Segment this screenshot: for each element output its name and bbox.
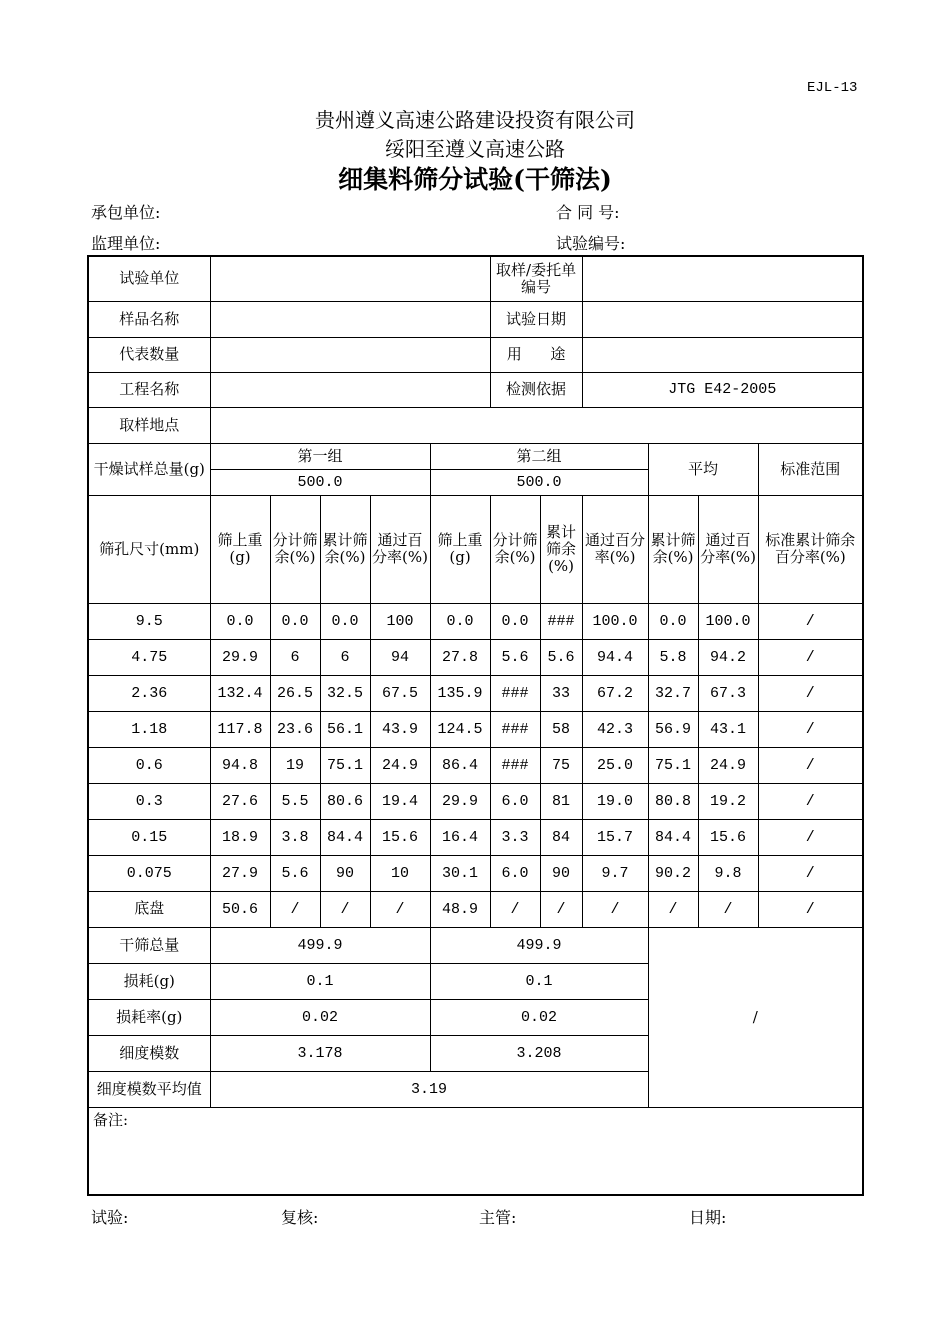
dry-sieve-total-g2: 499.9 bbox=[430, 927, 648, 963]
g1-passing-header: 通过百分率(%) bbox=[370, 495, 430, 603]
g2-cumulative-cell: 33 bbox=[540, 675, 582, 711]
table-row bbox=[88, 747, 863, 783]
g2-partial-cell: ### bbox=[490, 675, 540, 711]
location-value[interactable] bbox=[210, 407, 863, 443]
g2-retained-cell: 135.9 bbox=[430, 675, 490, 711]
avg-cumulative-cell: 0.0 bbox=[648, 603, 698, 639]
g2-cumulative-cell: 90 bbox=[540, 855, 582, 891]
loss-rate-g2: 0.02 bbox=[430, 999, 648, 1035]
g1-retained-cell: 27.9 bbox=[210, 855, 270, 891]
signature-supervisor: 主管: bbox=[479, 1208, 517, 1227]
g2-passing-cell: 19.0 bbox=[582, 783, 648, 819]
project-name: 绥阳至遵义高速公路 bbox=[385, 137, 565, 161]
fineness-g1: 3.178 bbox=[210, 1035, 430, 1071]
table-row bbox=[88, 891, 863, 927]
g1-passing-cell: 24.9 bbox=[370, 747, 430, 783]
g1-passing-cell: 94 bbox=[370, 639, 430, 675]
g2-passing-cell: 42.3 bbox=[582, 711, 648, 747]
g1-cumulative-cell: 84.4 bbox=[320, 819, 370, 855]
g2-cumulative-cell: 75 bbox=[540, 747, 582, 783]
g2-passing-cell: 25.0 bbox=[582, 747, 648, 783]
table-row bbox=[88, 855, 863, 891]
avg-cumulative-cell: 32.7 bbox=[648, 675, 698, 711]
std-cumulative-cell: / bbox=[758, 891, 863, 927]
form-code: EJL-13 bbox=[807, 80, 858, 96]
avg-passing-cell: 100.0 bbox=[698, 603, 758, 639]
g1-cumulative-cell: 32.5 bbox=[320, 675, 370, 711]
table-row bbox=[88, 819, 863, 855]
g2-cumulative-cell: 81 bbox=[540, 783, 582, 819]
avg-passing-cell: 9.8 bbox=[698, 855, 758, 891]
signature-test: 试验: bbox=[91, 1208, 129, 1227]
g1-partial-cell: 3.8 bbox=[270, 819, 320, 855]
g2-passing-cell: 67.2 bbox=[582, 675, 648, 711]
table-row bbox=[88, 675, 863, 711]
g2-partial-cell: 0.0 bbox=[490, 603, 540, 639]
table-row bbox=[88, 639, 863, 675]
group1-total: 500.0 bbox=[210, 469, 430, 495]
avg-cumulative-cell: 80.8 bbox=[648, 783, 698, 819]
loss-g2: 0.1 bbox=[430, 963, 648, 999]
g1-retained-cell: 132.4 bbox=[210, 675, 270, 711]
standard-range-label: 标准范围 bbox=[758, 443, 863, 495]
signature-review: 复核: bbox=[281, 1208, 319, 1227]
g2-passing-cell: 9.7 bbox=[582, 855, 648, 891]
quantity-value[interactable] bbox=[210, 337, 490, 372]
avg-cumulative-cell: / bbox=[648, 891, 698, 927]
g1-retained-cell: 50.6 bbox=[210, 891, 270, 927]
g1-partial-cell: 19 bbox=[270, 747, 320, 783]
test-unit-label: 试验单位 bbox=[88, 256, 210, 301]
g1-partial-cell: 5.6 bbox=[270, 855, 320, 891]
std-cumulative-cell: / bbox=[758, 819, 863, 855]
page-title: 细集料筛分试验(干筛法) bbox=[338, 165, 612, 194]
g1-partial-cell: / bbox=[270, 891, 320, 927]
std-cumulative-header: 标准累计筛余百分率(%) bbox=[758, 495, 863, 603]
g2-cumulative-cell: 84 bbox=[540, 819, 582, 855]
g2-retained-cell: 0.0 bbox=[430, 603, 490, 639]
g1-passing-cell: 100 bbox=[370, 603, 430, 639]
g2-passing-cell: 100.0 bbox=[582, 603, 648, 639]
g2-cumulative-cell: / bbox=[540, 891, 582, 927]
group2-label: 第二组 bbox=[430, 443, 648, 469]
g2-partial-cell: ### bbox=[490, 747, 540, 783]
sieve-size-cell: 4.75 bbox=[88, 639, 210, 675]
usage-label: 用 途 bbox=[490, 337, 582, 372]
avg-cumulative-cell: 5.8 bbox=[648, 639, 698, 675]
dry-sieve-total-label: 干筛总量 bbox=[88, 927, 210, 963]
g2-partial-cell: 3.3 bbox=[490, 819, 540, 855]
g1-partial-header: 分计筛余(%) bbox=[270, 495, 320, 603]
loss-rate-label: 损耗率(g) bbox=[88, 999, 210, 1035]
avg-passing-cell: 67.3 bbox=[698, 675, 758, 711]
g2-partial-header: 分计筛余(%) bbox=[490, 495, 540, 603]
g2-retained-header: 筛上重(g) bbox=[430, 495, 490, 603]
g2-retained-cell: 124.5 bbox=[430, 711, 490, 747]
std-cumulative-cell: / bbox=[758, 711, 863, 747]
dry-total-label: 干燥试样总量(g) bbox=[88, 443, 210, 495]
g1-retained-cell: 117.8 bbox=[210, 711, 270, 747]
fineness-avg: 3.19 bbox=[210, 1071, 648, 1107]
g2-retained-cell: 30.1 bbox=[430, 855, 490, 891]
sieve-size-cell: 0.6 bbox=[88, 747, 210, 783]
std-cumulative-cell: / bbox=[758, 639, 863, 675]
std-cumulative-cell: / bbox=[758, 603, 863, 639]
std-cumulative-cell: / bbox=[758, 783, 863, 819]
std-cumulative-cell: / bbox=[758, 675, 863, 711]
quantity-label: 代表数量 bbox=[88, 337, 210, 372]
g1-passing-cell: 67.5 bbox=[370, 675, 430, 711]
g1-passing-cell: 19.4 bbox=[370, 783, 430, 819]
g1-retained-cell: 29.9 bbox=[210, 639, 270, 675]
g1-cumulative-cell: 56.1 bbox=[320, 711, 370, 747]
test-unit-value[interactable] bbox=[210, 256, 490, 301]
remarks-label: 备注: bbox=[93, 1110, 129, 1129]
avg-passing-cell: 43.1 bbox=[698, 711, 758, 747]
avg-cumulative-cell: 84.4 bbox=[648, 819, 698, 855]
g2-retained-cell: 48.9 bbox=[430, 891, 490, 927]
g1-partial-cell: 26.5 bbox=[270, 675, 320, 711]
group2-total: 500.0 bbox=[430, 469, 648, 495]
table-row bbox=[88, 783, 863, 819]
location-label: 取样地点 bbox=[88, 407, 210, 443]
g1-partial-cell: 5.5 bbox=[270, 783, 320, 819]
basis-label: 检测依据 bbox=[490, 372, 582, 407]
g1-retained-cell: 0.0 bbox=[210, 603, 270, 639]
sample-no-value[interactable] bbox=[582, 256, 863, 301]
g1-passing-cell: / bbox=[370, 891, 430, 927]
sieve-size-cell: 2.36 bbox=[88, 675, 210, 711]
g2-cumulative-cell: 5.6 bbox=[540, 639, 582, 675]
test-date-value[interactable] bbox=[582, 301, 863, 337]
g1-retained-cell: 18.9 bbox=[210, 819, 270, 855]
g1-cumulative-cell: / bbox=[320, 891, 370, 927]
g1-passing-cell: 10 bbox=[370, 855, 430, 891]
g2-partial-cell: / bbox=[490, 891, 540, 927]
sieve-size-cell: 0.3 bbox=[88, 783, 210, 819]
g2-partial-cell: 6.0 bbox=[490, 783, 540, 819]
supervisor-label: 监理单位: bbox=[91, 234, 161, 253]
g1-partial-cell: 6 bbox=[270, 639, 320, 675]
average-label: 平均 bbox=[648, 443, 758, 495]
contractor-label: 承包单位: bbox=[91, 203, 161, 222]
avg-passing-cell: / bbox=[698, 891, 758, 927]
signature-date: 日期: bbox=[689, 1208, 727, 1227]
sieve-size-cell: 0.15 bbox=[88, 819, 210, 855]
contract-no-label: 合 同 号: bbox=[556, 203, 620, 222]
avg-passing-header: 通过百分率(%) bbox=[698, 495, 758, 603]
sample-no-label: 取样/委托单编号 bbox=[490, 256, 582, 301]
table-row bbox=[88, 603, 863, 639]
g1-retained-cell: 27.6 bbox=[210, 783, 270, 819]
g1-retained-cell: 94.8 bbox=[210, 747, 270, 783]
loss-label: 损耗(g) bbox=[88, 963, 210, 999]
sieve-size-cell: 9.5 bbox=[88, 603, 210, 639]
avg-cumulative-cell: 56.9 bbox=[648, 711, 698, 747]
summary-slash: / bbox=[648, 927, 863, 1107]
g1-cumulative-cell: 0.0 bbox=[320, 603, 370, 639]
g1-partial-cell: 0.0 bbox=[270, 603, 320, 639]
avg-cumulative-cell: 90.2 bbox=[648, 855, 698, 891]
table-row bbox=[88, 711, 863, 747]
g1-retained-header: 筛上重(g) bbox=[210, 495, 270, 603]
g1-passing-cell: 15.6 bbox=[370, 819, 430, 855]
loss-g1: 0.1 bbox=[210, 963, 430, 999]
g2-cumulative-header: 累计筛余(%) bbox=[540, 495, 582, 603]
avg-passing-cell: 24.9 bbox=[698, 747, 758, 783]
sample-name-value[interactable] bbox=[210, 301, 490, 337]
fineness-label: 细度模数 bbox=[88, 1035, 210, 1071]
test-date-label: 试验日期 bbox=[490, 301, 582, 337]
g2-passing-cell: / bbox=[582, 891, 648, 927]
avg-passing-cell: 19.2 bbox=[698, 783, 758, 819]
g1-cumulative-cell: 75.1 bbox=[320, 747, 370, 783]
avg-cumulative-header: 累计筛余(%) bbox=[648, 495, 698, 603]
g2-passing-header: 通过百分率(%) bbox=[582, 495, 648, 603]
g2-partial-cell: 6.0 bbox=[490, 855, 540, 891]
sieve-test-table bbox=[87, 255, 864, 1196]
std-cumulative-cell: / bbox=[758, 855, 863, 891]
group1-label: 第一组 bbox=[210, 443, 430, 469]
sieve-data-rows bbox=[88, 603, 863, 927]
g2-retained-cell: 27.8 bbox=[430, 639, 490, 675]
g2-retained-cell: 86.4 bbox=[430, 747, 490, 783]
g1-cumulative-cell: 90 bbox=[320, 855, 370, 891]
company-name: 贵州遵义高速公路建设投资有限公司 bbox=[315, 108, 635, 132]
project-name-label: 工程名称 bbox=[88, 372, 210, 407]
g2-partial-cell: 5.6 bbox=[490, 639, 540, 675]
g1-passing-cell: 43.9 bbox=[370, 711, 430, 747]
std-cumulative-cell: / bbox=[758, 747, 863, 783]
g2-retained-cell: 16.4 bbox=[430, 819, 490, 855]
dry-sieve-total-g1: 499.9 bbox=[210, 927, 430, 963]
sieve-size-cell: 0.075 bbox=[88, 855, 210, 891]
loss-rate-g1: 0.02 bbox=[210, 999, 430, 1035]
sieve-size-cell: 底盘 bbox=[88, 891, 210, 927]
g1-cumulative-header: 累计筛余(%) bbox=[320, 495, 370, 603]
avg-passing-cell: 94.2 bbox=[698, 639, 758, 675]
g2-cumulative-cell: ### bbox=[540, 603, 582, 639]
g2-retained-cell: 29.9 bbox=[430, 783, 490, 819]
avg-cumulative-cell: 75.1 bbox=[648, 747, 698, 783]
sieve-size-cell: 1.18 bbox=[88, 711, 210, 747]
g2-passing-cell: 15.7 bbox=[582, 819, 648, 855]
g1-cumulative-cell: 6 bbox=[320, 639, 370, 675]
test-no-label: 试验编号: bbox=[556, 234, 626, 253]
sample-name-label: 样品名称 bbox=[88, 301, 210, 337]
avg-passing-cell: 15.6 bbox=[698, 819, 758, 855]
remarks[interactable] bbox=[88, 1107, 863, 1195]
g2-passing-cell: 94.4 bbox=[582, 639, 648, 675]
sieve-size-header: 筛孔尺寸(mm) bbox=[88, 495, 210, 603]
g1-cumulative-cell: 80.6 bbox=[320, 783, 370, 819]
fineness-avg-label: 细度模数平均值 bbox=[88, 1071, 210, 1107]
g2-cumulative-cell: 58 bbox=[540, 711, 582, 747]
project-name-value[interactable] bbox=[210, 372, 490, 407]
g2-partial-cell: ### bbox=[490, 711, 540, 747]
basis-value: JTG E42-2005 bbox=[582, 372, 863, 407]
fineness-g2: 3.208 bbox=[430, 1035, 648, 1071]
g1-partial-cell: 23.6 bbox=[270, 711, 320, 747]
usage-value[interactable] bbox=[582, 337, 863, 372]
